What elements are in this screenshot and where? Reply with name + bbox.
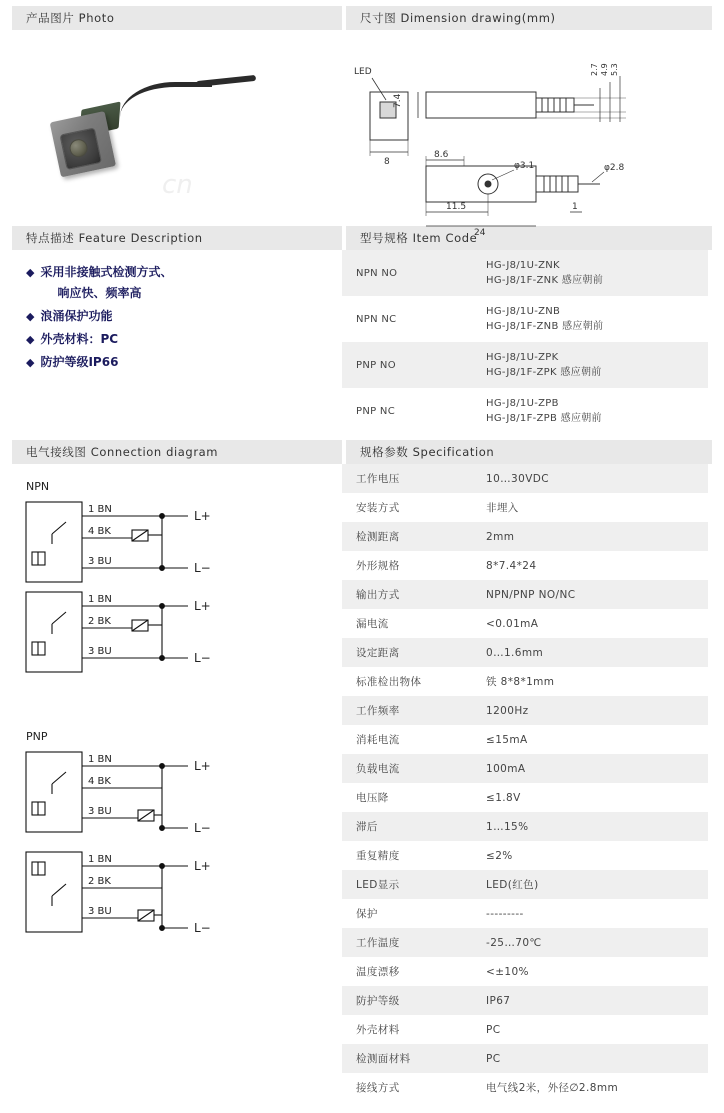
dim-4-9-label: 4.9 [600, 63, 609, 76]
item-code-line2: HG-J8/1F-ZPK 感应朝前 [486, 367, 602, 378]
table-row [342, 696, 708, 725]
table-row [342, 464, 708, 493]
diamond-bullet-icon: ◆ [26, 310, 35, 323]
spec-key: 标准检出物体 [342, 667, 472, 696]
spec-key: 重复精度 [342, 841, 472, 870]
table-row [342, 638, 708, 667]
dia-3-1-label: φ3.1 [514, 161, 535, 171]
spec-value: ≤2% [472, 841, 708, 870]
connection-spec-row [12, 464, 712, 1102]
table-row [342, 1044, 708, 1073]
spec-key: 检测面材料 [342, 1044, 472, 1073]
spec-value: PC [472, 1044, 708, 1073]
spec-key: 防护等级 [342, 986, 472, 1015]
sensor-body [50, 111, 116, 177]
spec-table [342, 464, 708, 1102]
spec-key: 消耗电流 [342, 725, 472, 754]
polarity-label: L+ [194, 599, 211, 613]
sensor-cable [120, 82, 212, 117]
spec-key: 漏电流 [342, 609, 472, 638]
table-row [342, 986, 708, 1015]
wire-label: 3 BU [88, 556, 112, 567]
spec-key: 工作频率 [342, 696, 472, 725]
sensor-cable-tail [196, 75, 256, 87]
npn-group-label: NPN [26, 480, 50, 493]
spec-table-wrap [342, 464, 712, 1102]
spec-key: 工作电压 [342, 464, 472, 493]
pnp-group-label: PNP [26, 730, 48, 743]
feature-itemcode-header-row [12, 220, 712, 250]
table-row [342, 783, 708, 812]
feature-text: 外壳材料：PC [40, 332, 119, 346]
feature-itemcode-row [12, 250, 712, 434]
spec-key: 接线方式 [342, 1073, 472, 1102]
spec-value: NPN/PNP NO/NC [472, 580, 708, 609]
table-row [342, 580, 708, 609]
item-code-name: NPN NO [342, 250, 472, 296]
dim-5-3-label: 5.3 [610, 63, 619, 76]
feature-text: 采用非接触式检测方式、 [40, 265, 173, 279]
wire-label: 3 BU [88, 906, 112, 917]
wire-label: 4 BK [88, 776, 111, 787]
connection-svg [12, 472, 342, 1092]
spec-key: 外壳材料 [342, 1015, 472, 1044]
wire-label: 1 BN [88, 594, 112, 605]
spec-value: LED(红色) [472, 870, 708, 899]
item-code-table-wrap [342, 250, 712, 434]
feature-text: 浪涌保护功能 [40, 309, 113, 323]
dia-2-8-label: φ2.8 [604, 163, 625, 173]
table-row [342, 899, 708, 928]
polarity-label: L− [194, 921, 211, 935]
spec-value: ≤1.8V [472, 783, 708, 812]
spec-value: <±10% [472, 957, 708, 986]
item-code-line2: HG-J8/1F-ZNK 感应朝前 [486, 275, 604, 286]
table-row [342, 493, 708, 522]
spec-value: 1200Hz [472, 696, 708, 725]
item-code-line1: HG-J8/1U-ZNB [486, 306, 561, 317]
wire-label: 3 BU [88, 806, 112, 817]
diamond-bullet-icon: ◆ [26, 333, 35, 346]
table-row [342, 250, 708, 296]
product-photo [12, 30, 342, 220]
wire-label: 4 BK [88, 526, 111, 537]
wire-label: 2 BK [88, 876, 111, 887]
itemcode-section-header: 型号规格 Item Code [346, 226, 712, 250]
spec-section-header: 规格参数 Specification [346, 440, 712, 464]
item-code-line2: HG-J8/1F-ZPB 感应朝前 [486, 413, 602, 424]
item-code-values [472, 296, 708, 342]
spec-value: 1…15% [472, 812, 708, 841]
table-row [342, 1073, 708, 1102]
feature-item [26, 329, 332, 350]
spec-key: 设定距离 [342, 638, 472, 667]
spec-key: 安装方式 [342, 493, 472, 522]
table-row [342, 522, 708, 551]
table-row [342, 667, 708, 696]
dim-7-4-label: 7.4 [393, 93, 403, 108]
dim-24-label: 24 [474, 228, 486, 238]
item-code-table [342, 250, 708, 434]
item-code-line1: HG-J8/1U-ZNK [486, 260, 560, 271]
item-code-name: NPN NC [342, 296, 472, 342]
table-row [342, 342, 708, 388]
table-row [342, 388, 708, 434]
spec-value: IP67 [472, 986, 708, 1015]
spec-value: 0…1.6mm [472, 638, 708, 667]
spec-value: 100mA [472, 754, 708, 783]
spec-key: 电压降 [342, 783, 472, 812]
feature-item [26, 352, 332, 373]
feature-text: 防护等级IP66 [40, 355, 119, 369]
wire-label: 1 BN [88, 504, 112, 515]
item-code-values [472, 250, 708, 296]
connection-spec-header-row [12, 434, 712, 464]
wire-label: 3 BU [88, 646, 112, 657]
spec-key: 负载电流 [342, 754, 472, 783]
spec-key: 输出方式 [342, 580, 472, 609]
dim-led-label: LED [354, 67, 372, 77]
dimension-section-header: 尺寸图 Dimension drawing(mm) [346, 6, 712, 30]
feature-section-header: 特点描述 Feature Description [12, 226, 342, 250]
item-code-name: PNP NC [342, 388, 472, 434]
spec-value: <0.01mA [472, 609, 708, 638]
item-code-name: PNP NO [342, 342, 472, 388]
spec-key: LED显示 [342, 870, 472, 899]
spec-value: 10…30VDC [472, 464, 708, 493]
table-row [342, 296, 708, 342]
table-row [342, 928, 708, 957]
diamond-bullet-icon: ◆ [26, 266, 35, 279]
spec-value: 非埋入 [472, 493, 708, 522]
dim-1-label: 1 [572, 202, 578, 212]
wire-label: 2 BK [88, 616, 111, 627]
table-row [342, 754, 708, 783]
polarity-label: L− [194, 651, 211, 665]
table-row [342, 870, 708, 899]
feature-list [12, 250, 342, 434]
spec-key: 外形规格 [342, 551, 472, 580]
table-row [342, 551, 708, 580]
item-code-line2: HG-J8/1F-ZNB 感应朝前 [486, 321, 604, 332]
dim-2-7-label: 2.7 [590, 63, 599, 76]
dim-8-label: 8 [384, 157, 390, 167]
table-row [342, 812, 708, 841]
table-row [342, 725, 708, 754]
connection-section-header: 电气接线图 Connection diagram [12, 440, 342, 464]
feature-text-cont: 响应快、频率高 [57, 286, 142, 300]
spec-value: --------- [472, 899, 708, 928]
wire-label: 1 BN [88, 854, 112, 865]
dim-8-6-label: 8.6 [434, 150, 449, 160]
table-row [342, 1015, 708, 1044]
polarity-label: L+ [194, 859, 211, 873]
polarity-label: L+ [194, 509, 211, 523]
connection-diagrams [12, 464, 342, 1102]
spec-key: 滞后 [342, 812, 472, 841]
table-row [342, 957, 708, 986]
dim-11-5-label: 11.5 [446, 202, 467, 212]
spec-value: 铁 8*8*1mm [472, 667, 708, 696]
table-row [342, 841, 708, 870]
item-code-values [472, 342, 708, 388]
spec-key: 温度漂移 [342, 957, 472, 986]
top-header-row [12, 0, 712, 30]
spec-value: PC [472, 1015, 708, 1044]
spec-key: 检测距离 [342, 522, 472, 551]
polarity-label: L− [194, 821, 211, 835]
feature-item [26, 262, 332, 304]
diamond-bullet-icon: ◆ [26, 356, 35, 369]
item-code-line1: HG-J8/1U-ZPB [486, 398, 559, 409]
polarity-label: L− [194, 561, 211, 575]
spec-value: -25…70℃ [472, 928, 708, 957]
wire-label: 1 BN [88, 754, 112, 765]
spec-key: 工作温度 [342, 928, 472, 957]
spec-value: 8*7.4*24 [472, 551, 708, 580]
watermark-text: cn [162, 170, 193, 200]
feature-item [26, 306, 332, 327]
spec-value: ≤15mA [472, 725, 708, 754]
photo-section-header: 产品图片 Photo [12, 6, 342, 30]
item-code-line1: HG-J8/1U-ZPK [486, 352, 559, 363]
table-row [342, 609, 708, 638]
polarity-label: L+ [194, 759, 211, 773]
spec-key: 保护 [342, 899, 472, 928]
spec-value: 2mm [472, 522, 708, 551]
spec-value: 电气线2米，外径∅2.8mm [472, 1073, 708, 1102]
item-code-values [472, 388, 708, 434]
